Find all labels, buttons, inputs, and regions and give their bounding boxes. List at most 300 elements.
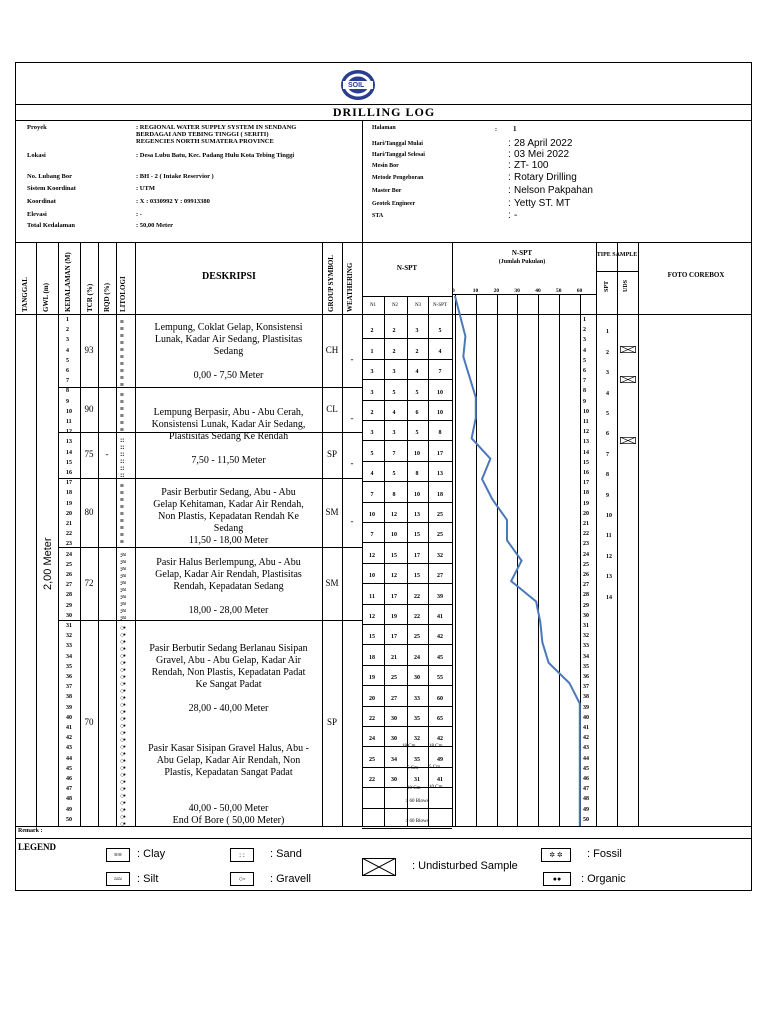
nspt-point	[579, 723, 580, 724]
layer-description-line: 40,00 - 50,00 Meter	[188, 803, 269, 814]
nspt-point	[579, 703, 580, 704]
litologi-symbol: ≡	[120, 531, 123, 539]
litologi-symbol: ≡	[120, 496, 123, 504]
nspt-chart-subtitle: (Jumlah Pukulan)	[498, 259, 546, 265]
litologi-symbol: ○•	[120, 645, 125, 653]
spt-row-line	[362, 828, 452, 829]
spt-row-line	[362, 604, 452, 605]
layer-description-line: Abu Gelap, Kadar Air Rendah, Non	[156, 755, 301, 766]
litologi-symbol: ○•	[120, 792, 125, 800]
depth-label: 45	[66, 765, 72, 772]
spt-cell-n2: 30	[391, 736, 397, 743]
depth-label: 27	[66, 582, 72, 589]
axis-tick-label: 0	[452, 288, 455, 294]
header-left-value: : 50,00 Meter	[136, 222, 173, 229]
depth-label: 24	[66, 551, 72, 558]
litologi-symbol: ○•	[120, 631, 125, 639]
litologi-symbol: : :	[120, 450, 124, 458]
spt-row-line	[362, 420, 452, 421]
layer-group-symbol: CL	[326, 403, 338, 414]
legend-organic-symbol: ●●	[543, 872, 571, 886]
depth-label-right: 31	[583, 623, 589, 629]
litologi-symbol: ≡	[120, 325, 123, 333]
header-right-value: 28 April 2022	[514, 138, 573, 149]
depth-label-right: 14	[583, 449, 589, 456]
spt-cell-n: 4	[438, 348, 442, 355]
litologi-symbol: : ≈	[120, 579, 125, 587]
litologi-symbol: ○•	[120, 771, 125, 779]
spt-cell-n2: 7	[392, 450, 396, 457]
nspt-point	[465, 336, 466, 337]
spt-cell-n1: 3	[370, 369, 374, 376]
depth-label-right: 20	[583, 510, 589, 517]
spt-sample-number: 4	[606, 390, 609, 397]
spt-cell-n1: 3	[370, 389, 374, 396]
layer-description-line: 11,50 - 18,00 Meter	[188, 535, 269, 546]
header-right-value: ZT- 100	[514, 160, 549, 171]
layer-description-line: Pasir Berbutir Sedang Berlanau Sisipan	[149, 643, 308, 654]
nspt-point	[579, 805, 580, 806]
spt-cell-n3: 10	[414, 491, 420, 498]
header-left-value: : -	[136, 211, 142, 218]
grid-vline	[80, 242, 81, 826]
depth-label-right: 50	[583, 816, 589, 823]
spt-cell-n1: 22	[369, 715, 375, 722]
depth-label-right: 45	[583, 765, 589, 772]
header-right-colon: :	[508, 138, 511, 149]
layer-boundary	[58, 387, 362, 388]
spt-row-line	[362, 502, 452, 503]
litologi-symbol: ≡	[120, 374, 123, 382]
spt-cell-n2: 5	[392, 471, 396, 478]
grid-vline	[617, 242, 618, 826]
depth-label: 18	[66, 490, 72, 497]
header-left-label: Lokasi	[27, 152, 46, 159]
spt-cell-n: 42	[437, 634, 443, 641]
spt-cell-n3: 30	[414, 675, 420, 682]
litologi-symbol: ≡	[120, 524, 123, 532]
legend-gravel-symbol: ○◦	[230, 872, 254, 886]
depth-label: 33	[66, 643, 72, 650]
nspt-point	[579, 764, 580, 765]
grid-vline	[342, 242, 343, 826]
remark-label: Remark :	[18, 828, 43, 834]
layer-description-line: Sedang	[213, 523, 244, 534]
depth-label: 14	[66, 449, 72, 456]
grid-vline	[98, 242, 99, 826]
spt-cell-n3: 5	[415, 430, 419, 437]
spt-cell-n: 5	[438, 328, 442, 335]
spt-extra: 5 Cm	[407, 765, 418, 771]
nspt-point	[463, 356, 464, 357]
depth-label: 42	[66, 735, 72, 742]
litologi-symbol: ○•	[120, 701, 125, 709]
depth-label-right: 17	[583, 480, 589, 487]
grid-vline	[116, 242, 117, 826]
litologi-symbol: ≡	[120, 510, 123, 518]
spt-cell-n2: 2	[392, 328, 396, 335]
spt-cell-n: 45	[437, 654, 443, 661]
spt-row-line	[362, 685, 452, 686]
axis-tick-label: 50	[556, 288, 562, 294]
depth-label-right: 15	[583, 459, 589, 466]
spt-row-line	[362, 400, 452, 401]
spt-cell-n2: 30	[391, 777, 397, 784]
header-right-value: 1	[513, 125, 517, 133]
col-tipe-sample: TIPE SAMPLE	[596, 252, 638, 258]
depth-label-right: 24	[583, 551, 589, 558]
layer-description-line: Plastisitas Sedang Ke Rendah	[168, 431, 289, 442]
spt-sample-number: 11	[606, 533, 612, 540]
litologi-symbol: ≡	[120, 367, 123, 375]
spt-cell-n1: 18	[369, 654, 375, 661]
nspt-chart	[452, 296, 596, 826]
spt-cell-n: 60	[437, 695, 443, 702]
uds-sample-marker	[620, 370, 636, 377]
depth-label-right: 33	[583, 643, 589, 650]
header-right-colon: :	[508, 160, 511, 171]
header-left-value: : X : 0330992 Y : 09913380	[136, 198, 210, 205]
depth-label-right: 47	[583, 786, 589, 793]
litologi-symbol: ○•	[120, 820, 125, 828]
header-right-colon: :	[508, 149, 511, 160]
spt-text: ≥ 60 Blows	[405, 798, 429, 804]
spt-cell-n1: 11	[369, 593, 375, 600]
layer-weathering: -	[350, 353, 354, 364]
header-right-value: Yetty ST. MT	[514, 198, 571, 209]
nspt-point	[521, 560, 522, 561]
legend-silt-label: : Silt	[137, 873, 159, 885]
logo-text: SOIL	[348, 81, 365, 89]
nspt-point	[540, 621, 541, 622]
header-right-label: Halaman	[372, 125, 396, 131]
header-right-label: Master Bor	[372, 188, 402, 194]
layer-description-line: 7,50 - 11,50 Meter	[191, 455, 266, 466]
spt-row-line	[362, 379, 452, 380]
depth-label-right: 1	[583, 317, 586, 323]
page-title: DRILLING LOG	[332, 105, 436, 119]
spt-row-line	[362, 583, 452, 584]
legend-title: LEGEND	[18, 842, 57, 852]
layer-description-line: Sedang	[213, 346, 244, 357]
spt-row-line	[362, 624, 452, 625]
col-nspt-left: N-SPT	[396, 264, 418, 272]
nspt-point	[475, 397, 476, 398]
depth-label-right: 7	[583, 378, 586, 385]
spt-cell-n3: 2	[415, 348, 419, 355]
depth-label: 12	[66, 429, 72, 436]
spt-cell-n2: 17	[391, 634, 397, 641]
layer-description-line: Gelap Kehitaman, Kadar Air Rendah,	[153, 499, 304, 510]
spt-cell-n: 55	[437, 675, 443, 682]
nspt-point	[579, 744, 580, 745]
spt-sample-number: 9	[606, 492, 609, 499]
layer-description-line: Lempung Berpasir, Abu - Abu Cerah,	[153, 407, 304, 418]
depth-label-right: 29	[583, 602, 589, 609]
spt-cell-n: 49	[437, 756, 443, 763]
spt-cell-n: 17	[437, 450, 443, 457]
depth-label: 26	[66, 572, 72, 578]
depth-label-right: 27	[583, 582, 589, 589]
spt-row-line	[362, 522, 452, 523]
nspt-point	[536, 601, 537, 602]
layer-description-line: Lunak, Kadar Air Sedang, Plastisitas	[154, 334, 303, 345]
depth-label: 47	[66, 786, 72, 793]
spt-cell-n1: 4	[370, 471, 374, 478]
layer-tcr: 70	[84, 717, 94, 727]
nspt-point	[471, 438, 472, 439]
litologi-symbol: ○•	[120, 764, 125, 772]
litologi-symbol: : :	[120, 471, 124, 479]
legend-sand-symbol: : :	[230, 848, 254, 862]
layer-description-line: 28,00 - 40,00 Meter	[188, 703, 269, 714]
spt-cell-n3: 31	[414, 777, 420, 784]
litologi-symbol: : ≈	[120, 586, 125, 594]
spt-sample-number: 3	[606, 370, 609, 377]
header-left-label: Koordinat	[27, 198, 56, 205]
layer-description-line: Rendah, Non Plastis, Kepadatan Padat	[151, 667, 306, 678]
depth-label-right: 22	[583, 531, 589, 538]
spt-cell-n3: 35	[414, 756, 420, 763]
depth-label: 38	[66, 694, 72, 701]
spt-cell-n3: 22	[414, 593, 420, 600]
layer-description-line: 18,00 - 28,00 Meter	[188, 605, 269, 616]
depth-label-right: 25	[583, 561, 589, 568]
nspt-point	[492, 499, 493, 500]
depth-label-right: 42	[583, 735, 589, 742]
nspt-subheader: N-SPT	[433, 303, 447, 308]
depth-label-right: 2	[583, 327, 586, 334]
uds-sample-marker	[620, 431, 636, 438]
grid-vline	[322, 242, 323, 826]
header-left-value: REGENCIES NORTH SUMATERA PROVINCE	[136, 138, 274, 145]
litologi-symbol: : :	[120, 443, 124, 451]
spt-row-line	[362, 461, 452, 462]
spt-cell-n1: 15	[369, 634, 375, 641]
depth-label-right: 30	[583, 612, 589, 619]
nspt-subheader: N3	[414, 303, 422, 308]
litologi-symbol: ○•	[120, 799, 125, 807]
litologi-symbol: ○•	[120, 666, 125, 674]
spt-cell-n: 10	[437, 389, 443, 396]
depth-label: 3	[66, 337, 69, 344]
spt-cell-n1: 2	[370, 328, 374, 335]
header-left-value: : Desa Lubu Batu, Kec. Padang Hulu Kota Tebing Tinggi	[136, 152, 295, 159]
spt-cell-n2: 3	[392, 430, 396, 437]
spt-cell-n2: 27	[391, 695, 397, 702]
header-left-label: Sistem Koordinat	[27, 185, 76, 192]
spt-sample-number: 8	[606, 472, 609, 479]
spt-cell-n: 41	[437, 613, 443, 620]
depth-label: 2	[66, 327, 69, 334]
col-uds: UDS	[623, 279, 629, 292]
spt-cell-n2: 17	[391, 593, 397, 600]
layer-weathering: -	[350, 515, 354, 526]
spt-sample-number: 5	[606, 410, 609, 417]
layer-description-line: Pasir Halus Berlempung, Abu - Abu	[156, 557, 301, 568]
nspt-point	[506, 519, 507, 520]
spt-cell-n3: 25	[414, 634, 420, 641]
spt-cell-n3: 6	[415, 409, 419, 416]
spt-row-line	[362, 338, 452, 339]
spt-cell-n2: 21	[391, 654, 397, 661]
layer-description-line: Ke Sangat Padat	[195, 679, 262, 690]
spt-sample-number: 10	[606, 512, 612, 519]
layer-rqd: -	[105, 449, 109, 459]
depth-label: 1	[66, 317, 69, 323]
spt-cell-n2: 30	[391, 715, 397, 722]
depth-label: 35	[66, 663, 72, 670]
litologi-symbol: ≡	[120, 517, 123, 525]
spt-cell-n1: 10	[369, 511, 375, 518]
nspt-point	[475, 417, 476, 418]
depth-label: 25	[66, 561, 72, 568]
depth-label-right: 3	[583, 337, 586, 344]
depth-label: 4	[66, 347, 69, 354]
col-deskripsi: DESKRIPSI	[202, 271, 256, 282]
layer-group-symbol: SM	[325, 506, 339, 517]
spt-cell-n1: 12	[369, 552, 375, 559]
uds-sample-marker	[620, 340, 636, 347]
spt-cell-n1: 7	[370, 532, 374, 539]
litologi-symbol: ≡	[120, 489, 123, 497]
grid-vline	[58, 242, 59, 826]
col-spt: SPT	[604, 280, 610, 292]
col-gwl: GWL (m)	[42, 283, 50, 312]
depth-label: 40	[66, 714, 72, 721]
depth-label: 9	[66, 398, 69, 405]
layer-weathering: -	[350, 458, 354, 468]
grid-hline	[596, 271, 638, 272]
depth-label-right: 40	[583, 714, 589, 721]
litologi-symbol: ≡	[120, 332, 123, 340]
header-right-value: -	[514, 210, 518, 221]
header-right-value: Nelson Pakpahan	[514, 185, 593, 196]
header-left-label: Proyek	[27, 124, 47, 131]
header-left-value: BERDAGAI AND TEBING TINGGI ( SERITI)	[136, 131, 269, 138]
litologi-symbol: ≡	[120, 318, 123, 326]
nspt-point	[469, 377, 470, 378]
spt-sample-number: 12	[606, 553, 612, 560]
litologi-symbol: ≡	[120, 538, 123, 546]
depth-label-right: 36	[583, 674, 589, 680]
spt-cell-n2: 4	[392, 409, 396, 416]
layer-description-line: Gelap, Kadar Air Rendah, Plastisitas	[155, 569, 302, 580]
depth-label-right: 48	[583, 796, 589, 803]
spt-cell-n2: 34	[391, 756, 397, 763]
spt-row-line	[362, 706, 452, 707]
axis-tick-label: 40	[535, 288, 541, 294]
depth-label-right: 18	[583, 490, 589, 497]
spt-sample-number: 1	[606, 329, 609, 336]
layer-description-line: Pasir Berbutir Sedang, Abu - Abu	[161, 487, 296, 498]
nspt-chart-title: N-SPT	[511, 249, 533, 257]
spt-extra: 18 Cm	[429, 744, 443, 750]
col-weathering: WEATHERING	[346, 262, 354, 312]
depth-label-right: 28	[583, 592, 589, 599]
spt-text: ≥ 60 Blows	[405, 818, 429, 824]
spt-cell-n: 65	[437, 715, 443, 722]
litologi-symbol: ≡	[120, 360, 123, 368]
legend-clay-label: : Clay	[137, 848, 166, 860]
litologi-symbol: ○•	[120, 687, 125, 695]
depth-label: 36	[66, 674, 72, 680]
depth-label: 20	[66, 510, 72, 517]
layer-group-symbol: SM	[325, 577, 339, 588]
spt-cell-n3: 17	[414, 552, 420, 559]
col-tcr: TCR (%)	[86, 283, 94, 312]
litologi-symbol: ≡	[120, 503, 123, 511]
depth-label: 43	[66, 745, 72, 752]
nspt-subheader: N1	[369, 303, 377, 308]
depth-label-right: 37	[583, 684, 589, 691]
spt-cell-n3: 35	[414, 715, 420, 722]
litologi-symbol: ○•	[120, 736, 125, 744]
spt-cell-n2: 12	[391, 573, 397, 580]
depth-label-right: 41	[583, 725, 589, 731]
spt-cell-n1: 24	[369, 736, 375, 743]
spt-cell-n1: 20	[369, 695, 375, 702]
litologi-symbol: ≡	[120, 405, 123, 413]
spt-cell-n1: 2	[370, 409, 374, 416]
litologi-symbol: ○•	[120, 694, 125, 702]
spt-cell-n: 27	[437, 573, 443, 580]
spt-cell-n2: 10	[391, 532, 397, 539]
axis-tick-label: 20	[493, 288, 500, 294]
depth-label-right: 26	[583, 572, 589, 578]
spt-cell-n2: 2	[392, 348, 396, 355]
layer-description-line: Lempung, Coklat Gelap, Konsistensi	[154, 322, 303, 333]
depth-label-right: 13	[583, 439, 589, 446]
spt-cell-n: 25	[437, 511, 443, 518]
spt-row-line	[362, 808, 452, 809]
depth-label-right: 19	[583, 500, 589, 507]
depth-label-right: 10	[583, 408, 589, 415]
depth-label: 5	[66, 357, 69, 364]
depth-label: 15	[66, 459, 72, 466]
nspt-point	[481, 479, 482, 480]
spt-cell-n: 10	[437, 409, 443, 416]
depth-label: 11	[66, 419, 72, 425]
depth-label: 49	[66, 806, 72, 813]
litologi-symbol: ≡	[120, 381, 123, 389]
litologi-symbol: ○•	[120, 638, 125, 646]
depth-label: 44	[66, 755, 72, 762]
header-left-value: : UTM	[136, 185, 155, 192]
depth-label-right: 35	[583, 663, 589, 670]
depth-label-right: 23	[583, 541, 589, 548]
spt-row-line	[362, 542, 452, 543]
spt-row-line	[362, 644, 452, 645]
litologi-symbol: ○•	[120, 715, 125, 723]
litologi-symbol: ≡	[120, 391, 123, 399]
layer-tcr: 80	[84, 506, 94, 517]
depth-label-right: 21	[583, 521, 589, 527]
spt-cell-n2: 15	[391, 552, 397, 559]
layer-description-line: Non Plastis, Kepadatan Rendah Ke	[158, 511, 299, 522]
depth-label-right: 39	[583, 704, 589, 711]
depth-label: 6	[66, 368, 69, 374]
header-right-colon: :	[508, 185, 511, 196]
litologi-symbol: ○•	[120, 785, 125, 793]
spt-cell-n2: 8	[392, 491, 396, 498]
spt-sample-number: 2	[606, 349, 609, 356]
litologi-symbol: : :	[120, 436, 124, 444]
spt-cell-n1: 7	[370, 491, 374, 498]
litologi-symbol: ≡	[120, 426, 123, 434]
spt-cell-n3: 8	[415, 471, 419, 478]
spt-extra: 10 Cm	[407, 786, 421, 792]
